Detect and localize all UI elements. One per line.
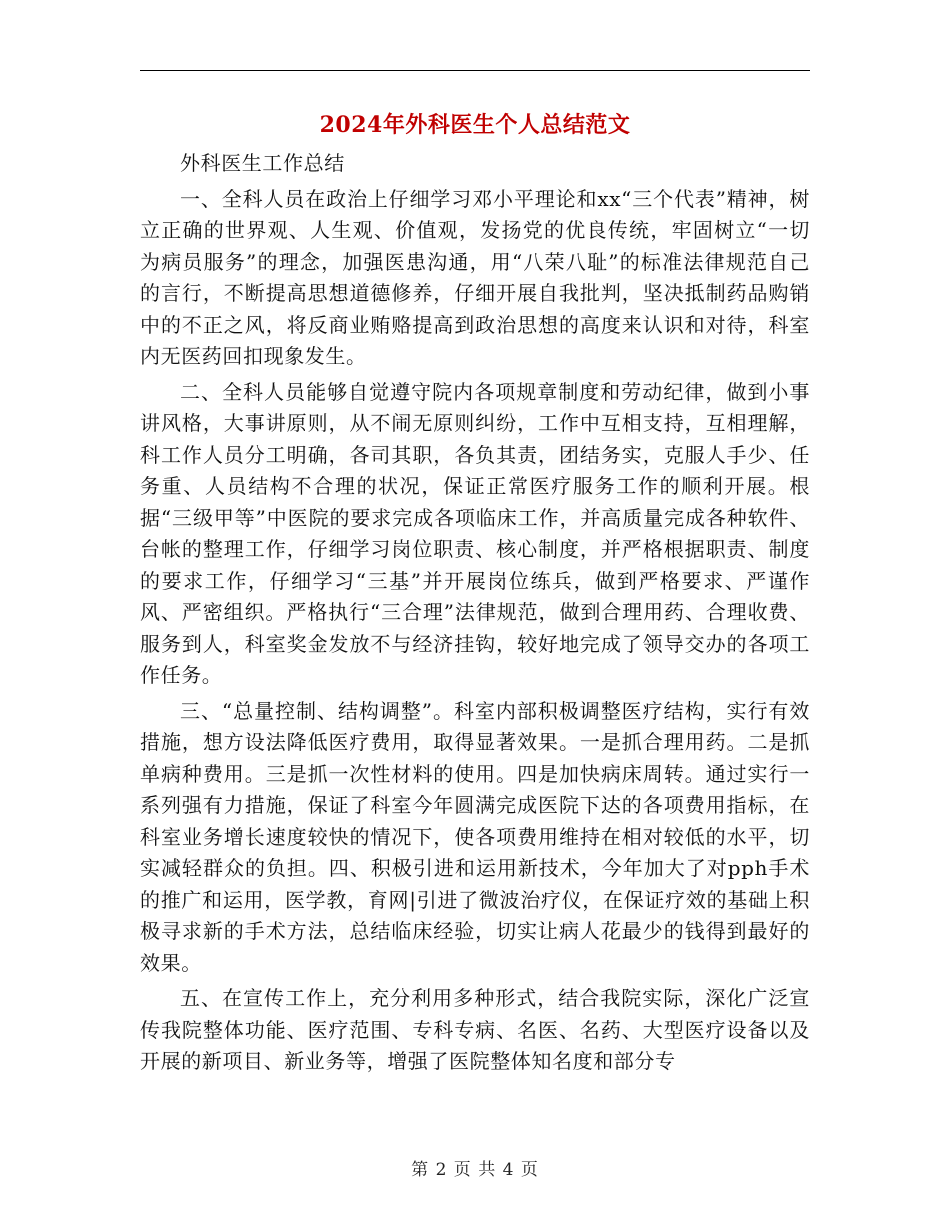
document-title: 2024年外科医生个人总结范文 xyxy=(319,112,631,138)
paragraph-2: 二、全科人员能够自觉遵守院内各项规章制度和劳动纪律，做到小事讲风格，大事讲原则，从不闹无原则纠纷，工作中互相支持，互相理解，科工作人员分工明确，各司其职，各负其责，团结务实，克服人手少、任务重、人员结构不合理的状况，保证正常医疗服务工作的顺利开展。根据“三级甲等”中医院的要求完成各项临床工作，并高质量完成各种软件、台帐的整理工作，仔细学习岗位职责、核心制度，并严格根据职责、制度的要求工作，仔细学习“三基”并开展岗位练兵，做到严格要求、严谨作风、严密组织。严格执行“三合理”法律规范，做到合理用药、合理收费、服务到人，科室奖金发放不与经济挂钩，较好地完成了领导交办的各项工作任务。 xyxy=(140,379,810,687)
paragraph-4: 五、在宣传工作上，充分利用多种形式，结合我院实际，深化广泛宣传我院整体功能、医疗范围、专科专病、名医、名药、大型医疗设备以及开展的新项目、新业务等，增强了医院整体知名度和部分专 xyxy=(140,986,810,1073)
paragraph-1: 一、全科人员在政治上仔细学习邓小平理论和xx“三个代表”精神，树立正确的世界观、人生观、价值观，发扬党的优良传统，牢固树立“一切为病员服务”的理念，加强医患沟通，用“八荣八耻”的标准法律规范自己的言行，不断提高思想道德修养，仔细开展自我批判，坚决抵制药品购销中的不正之风，将反商业贿赂提高到政治思想的高度来认识和对待，科室内无医药回扣现象发生。 xyxy=(140,186,810,368)
page-number-footer: 第 2 页 共 4 页 xyxy=(411,1160,539,1180)
document-subheading: 外科医生工作总结 xyxy=(180,151,345,175)
document-body xyxy=(140,148,810,1078)
paragraph-3: 三、“总量控制、结构调整”。科室内部积极调整医疗结构，实行有效措施，想方设法降低医疗费用，取得显著效果。一是抓合理用药。二是抓单病种费用。三是抓一次性材料的使用。四是加快病床周转。通过实行一系列强有力措施，保证了科室今年圆满完成医院下达的各项费用指标，在科室业务增长速度较快的情况下，使各项费用维持在相对较低的水平，切实减轻群众的负担。四、积极引进和运用新技术，今年加大了对pph手术的推广和运用，医学教，育网|引进了微波治疗仪，在保证疗效的基础上积极寻求新的手术方法，总结临床经验，切实让病人花最少的钱得到最好的效果。 xyxy=(140,698,810,975)
header-rule xyxy=(140,70,810,71)
